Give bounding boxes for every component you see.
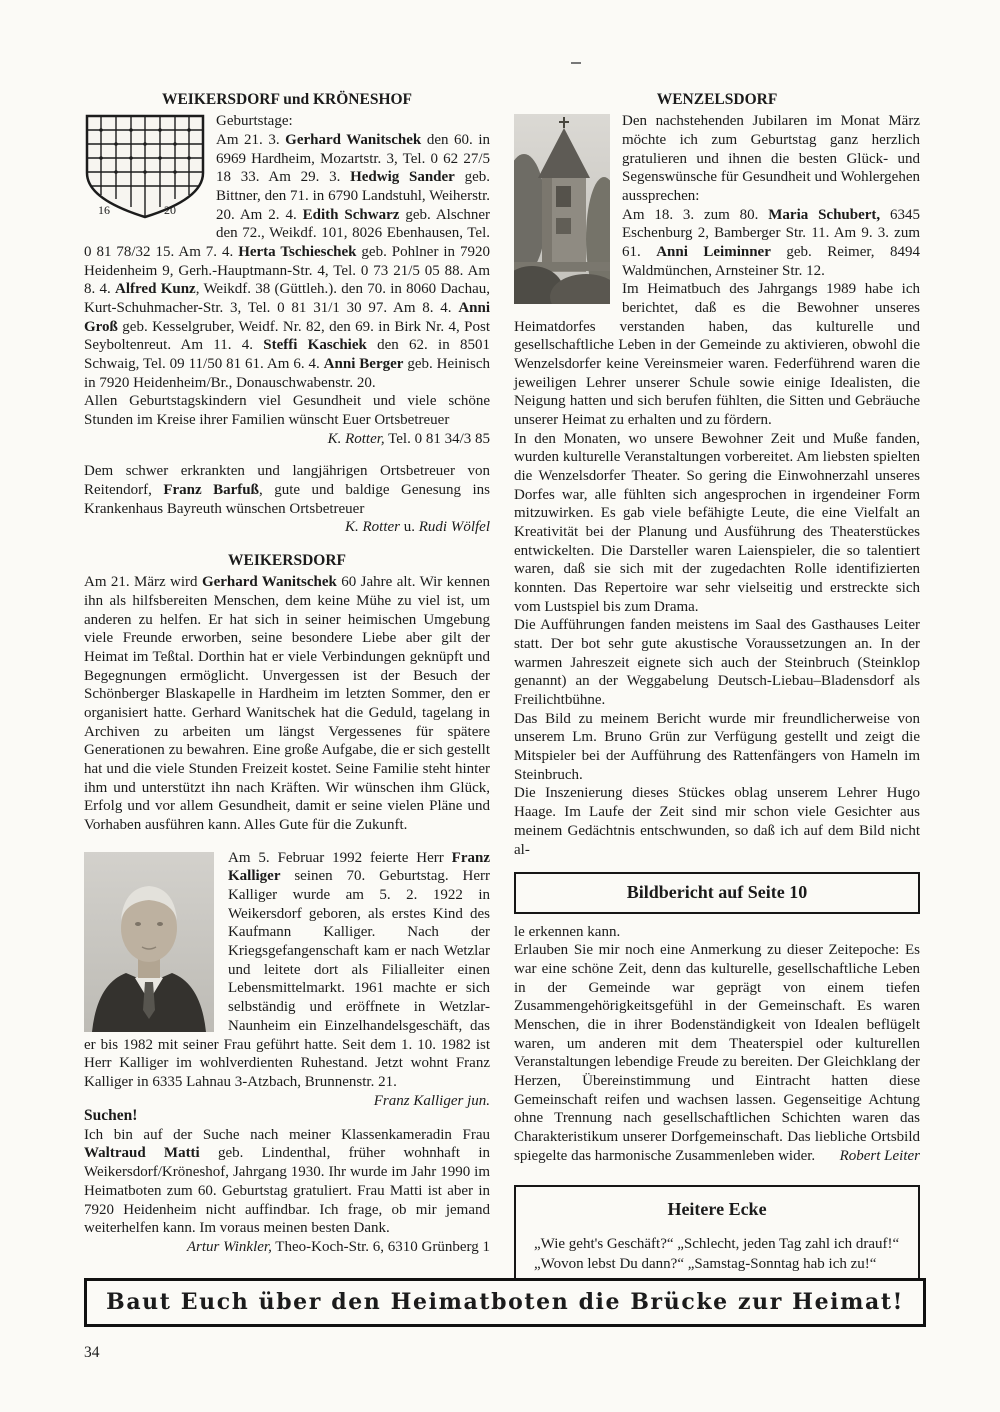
continuation-paragraph: [514, 941, 920, 1165]
section-suchen: [84, 1106, 490, 1257]
crest-year-right: 20: [164, 203, 176, 218]
tower-shading: [542, 176, 552, 272]
right-column: [514, 90, 920, 1294]
weikersdorf-crest-graphic: [84, 113, 206, 223]
kroeneshof-intro: Geburtstage:: [216, 113, 293, 130]
kroeneshof-closing: Allen Geburtstagskindern viel Gesundheit und viele schöne Stunden im Kreise ihrer Familien wünscht Euer Ortsbetreuer: [84, 393, 490, 429]
kroeneshof-birthday-list: Am 21. 3. Gerhard Wanitschek den 60. in 6969 Hardheim, Mozartstr. 3, Tel. 0 62 27/5 18 33. Am 29. 3. Hedwig Sander geb. Bittner, den 71. in 6790 Landstuhl, Weiherstr. 20. Am 2. 4. Edith Schwarz geb. Alschner den 72., Weikdf. 101, 8026 Ebenhausen, Tel. 0 81 78/32 15. Am 7. 4. Herta Tschieschek geb. Pohlner in 7920 Heidenheim 9, Gerh.-Hauptmann-Str. 4, Tel. 0 73 21/5 05 88. Am 8. 4. Alfred Kunz, Weikdf. 38 (Güttleh.). den 70. in 8060 Dachau, Kurt-Schuhmacher-Str. 3, Tel. 0 81 31/1 30 97. Am 8. 4. Anni Groß geb. Kesselgruber, Weidf. Nr. 82, den 69. in Birk Nr. 4, Post Seyboltenreut. Am 11. 4. Steffi Kaschiek den 62. in 8501 Schwaig, Tel. 09 11/50 81 61. Am 6. 4. Anni Berger geb. Heinisch in 7920 Heidenheim/Br., Donauschwabenstr. 20.: [84, 131, 491, 391]
heitere-ecke-joke-1: „Wie geht's Geschäft?“ „Schlecht, jeden Tag zahl ich drauf!“: [534, 1235, 900, 1252]
left-column: [84, 90, 490, 1294]
wenzelsdorf-theater: In den Monaten, wo unsere Bewohner Zeit und Muße fanden, wurden kulturelle Veranstaltungen vorbereitet. Am liebsten spielten die Wenzelsdorfer Theater. So gering die Einwohnerzahl unseres Dorfes war, alle fühlten sich angesprochen in irgendeiner Form mitzuwirken. Es gab viele befähigte Leute, die eine Vielfalt an Kreativität bei der Planung und Ausführung des Theaterstückes entwickelten. Die Darsteller waren Laienspieler, die so talentiert waren, daß sie sich mit der zugedachten Rolle identifizierten konnten. Das Repertoire war sehr vielseitig und erstreckte sich vom Lustspiel bis zum Drama.: [514, 430, 920, 615]
signature-artur-winkler: Artur Winkler, Theo-Koch-Str. 6, 6310 Grünberg 1: [186, 1238, 490, 1255]
section-franz-kalliger: [84, 849, 490, 1109]
heading-suchen: Suchen!: [84, 1106, 138, 1124]
barfuss-paragraph: Dem schwer erkrankten und langjährigen Ortsbetreuer von Reitendorf, Franz Barfuß, gute und baldige Genesung ins Krankenhaus Bayreuth wünschen Ortsbetreuer: [84, 463, 490, 517]
wenzelsdorf-bild: Das Bild zu meinem Bericht wurde mir freundlicherweise von unserem Lm. Bruno Grün zur Verfügung gestellt und zeigt die Mitspieler bei der Aufführung des Rattenfängers von Hameln im Steinbruch.: [514, 710, 920, 783]
wenzelsdorf-inszenierung: Die Inszenierung dieses Stückes oblag unserem Lehrer Hugo Haage. Im Laufe der Zeit sind mir schon viele Gesichter aus meinem Gedächtnis entschwunden, so daß ich auf dem Bild nicht al-: [514, 785, 920, 858]
signature-franz-kalliger-jun: Franz Kalliger jun.: [373, 1092, 490, 1109]
heading-weikersdorf: WEIKERSDORF: [228, 552, 346, 570]
heading-wenzelsdorf: WENZELSDORF: [656, 91, 778, 108]
page-number: 34: [84, 1344, 100, 1361]
wenzelsdorf-church-photo: [514, 114, 610, 304]
two-column-layout: [84, 90, 920, 1294]
belfry-window: [556, 186, 571, 207]
wenzelsdorf-jubilare: Am 18. 3. zum 80. Maria Schubert, 6345 Eschenburg 2, Bamberger Str. 11. Am 9. 3. zum 61. Anni Leiminner geb. Reimer, 8494 Waldmünchen, Arnsteiner Str. 12.: [622, 206, 920, 279]
signature-k-rotter: K. Rotter, Tel. 0 81 34/3 85: [327, 430, 490, 447]
tower-window: [556, 218, 571, 234]
signature-rotter-woelfel: K. Rotter u. Rudi Wölfel: [345, 519, 490, 536]
section-weikersdorf-kroeneshof: [84, 90, 490, 448]
bildbericht-label: Bildbericht auf Seite 10: [626, 882, 808, 903]
section-continuation: [514, 923, 920, 1166]
footer-banner: Baut Euch über den Heimatboten die Brücke zur Heimat!: [84, 1278, 926, 1327]
signature-robert-leiter: Robert Leiter: [839, 1147, 920, 1164]
wenzelsdorf-auffuehrungen: Die Aufführungen fanden meistens im Saal des Gasthauses Leiter statt. Der bot sehr gute akustische Voraussetzungen an. In der warmen Jahreszeit eignete sich auch der Steinbruch (Steinklop genannt) an der Weggabelung Deutsch-Liebau–Bladensdorf als Freilichtbühne.: [514, 617, 920, 709]
section-weikersdorf: [84, 551, 490, 835]
franz-kalliger-photo: [84, 852, 214, 1032]
bildbericht-box: [514, 872, 920, 913]
heading-weikersdorf-kroeneshof: WEIKERSDORF und KRÖNESHOF: [161, 91, 413, 108]
crest-year-left: 16: [98, 203, 110, 218]
wenzelsdorf-heimatbuch: Im Heimatbuch des Jahrgangs 1989 habe ich berichtet, daß es die Bewohner unseres Heimatdorfes verstanden haben, das kulturelle und gesellschaftliche Leben in der Gemeinde zu aktivieren, obwohl die Wenzelsdorfer keine Vereinsmeier waren. Federführend waren die jeweiligen Lehrer unserer Schule sowie einige Idealisten, die Neigung hatten und sich berufen fühlten, die Sitten und Gebräuche unserer Heimat zu erhalten und zu fördern.: [514, 281, 920, 429]
right-eye: [157, 922, 163, 926]
kalliger-text: Am 5. Februar 1992 feierte Herr Franz Kalliger seinen 70. Geburtstag. Herr Kalliger wurde am 5. 2. 1922 in Weikersdorf geboren, als erstes Kind des Kaufmann Kalliger. Nach der Kriegsgefangenschaft kam er nach Wetzlar und leitete dort als Filialleiter einen Lebensmittelmarkt. 1961 machte er sich selbständig und eröffnete in Wetzlar-Naunheim ein Einzelhandelsgeschäft, das er bis 1982 mit seiner Frau geführt hatte. Seit dem 1. 10. 1982 ist Herr Kalliger im wohlverdienten Ruhestand. Jetzt wohnt Franz Kalliger in 6335 Lahnau 3-Atzbach, Brunnenstr. 21.: [84, 849, 490, 1090]
wanitschek-paragraph: Am 21. März wird Gerhard Wanitschek 60 Jahre alt. Wir kennen ihn als hilfsbereiten Menschen, dem keine Mühe zu viel ist, um anderen zu helfen. Er hat sich in seiner heimischen Umgebung viele Freunde erworben, seine besondere Liebe aber gilt der Heimat im Teßtal. Dorthin hat er viele Verbindungen geknüpft und Begegnungen ermöglicht. Unvergessen ist der Besuch der Schönberger Blaskapelle in Hardheim im letzten Sommer, den er organisiert hatte. Gerhard Wanitschek hat die Geduld, tagelang in Archiven zu arbeiten um längst Vergessenes für spätere Generationen zu bewahren. Eine große Aufgabe, die er sich gestellt hat und die viele Stunden Freizeit kostet. Seine Familie steht hinter ihm und unterstützt ihn nach Kräften. Wir wünschen ihm Glück, Erfolg und vor allem Gesundheit, damit er seine vielen Pläne und Vorhaben ausführen kann. Alles Gute für die Zukunft.: [84, 574, 490, 834]
wenzelsdorf-intro: Den nachstehenden Jubilaren im Monat März möchte ich zum Geburtstag ganz herzlich gratulieren und ihnen die besten Glück- und Segenswünsche für Gesundheit und Wohlergehen aussprechen:: [622, 113, 920, 204]
continuation-fragment: le erkennen kann.: [514, 923, 621, 940]
scan-artifact-mark: [571, 62, 581, 64]
section-wenzelsdorf: [514, 90, 920, 859]
left-eye: [135, 922, 141, 926]
heitere-ecke-title: Heitere Ecke: [667, 1199, 767, 1220]
suchen-paragraph: Ich bin auf der Suche nach meiner Klassenkameradin Frau Waltraud Matti geb. Lindenthal, früher wohnhaft in Weikersdorf/Kröneshof, Jahrgang 1930. Ihr wurde im Jahr 1990 im Heimatboten zum 60. Geburtstag gratuliert. Frau Matti ist aber in 7920 Heidenheim nicht auffindbar. Ich frage, ob mir jemand weiterhelfen kann. Im voraus meinen besten Dank.: [84, 1126, 490, 1237]
heitere-ecke-joke-2: „Wovon lebst Du dann?“ „Samstag-Sonntag hab ich zu!“: [534, 1256, 877, 1273]
section-barfuss-genesung: [84, 462, 490, 537]
continuation-text: Erlauben Sie mir noch eine Anmerkung zu dieser Zeitepoche: Es war eine schöne Zeit, denn das kulturelle, gesellschaftliche Leben in der Gemeinde war geprägt von einem tiefen Zusammengehörigkeitsgefühl in der Gemeinschaft. Es waren Menschen, die in ihrer Bodenständigkeit von Idealen beflügelt waren, um anderen mit dem Theaterspiel oder kulturellen Veranstaltungen lebendige Freude zu bereiten. Der Gleichklang der Herzen, Übereinstimmung und Eintracht hatten diese Gemeinschaft reifen und wachsen lassen. Gegenseitige Achtung ohne Trennung nach gesellschaftlichen Schichten waren das Charakteristikum unserer Dorfgemeinschaft. Das liebliche Ortsbild spiegelte das harmonische Zusammenleben wider.: [514, 942, 920, 1164]
